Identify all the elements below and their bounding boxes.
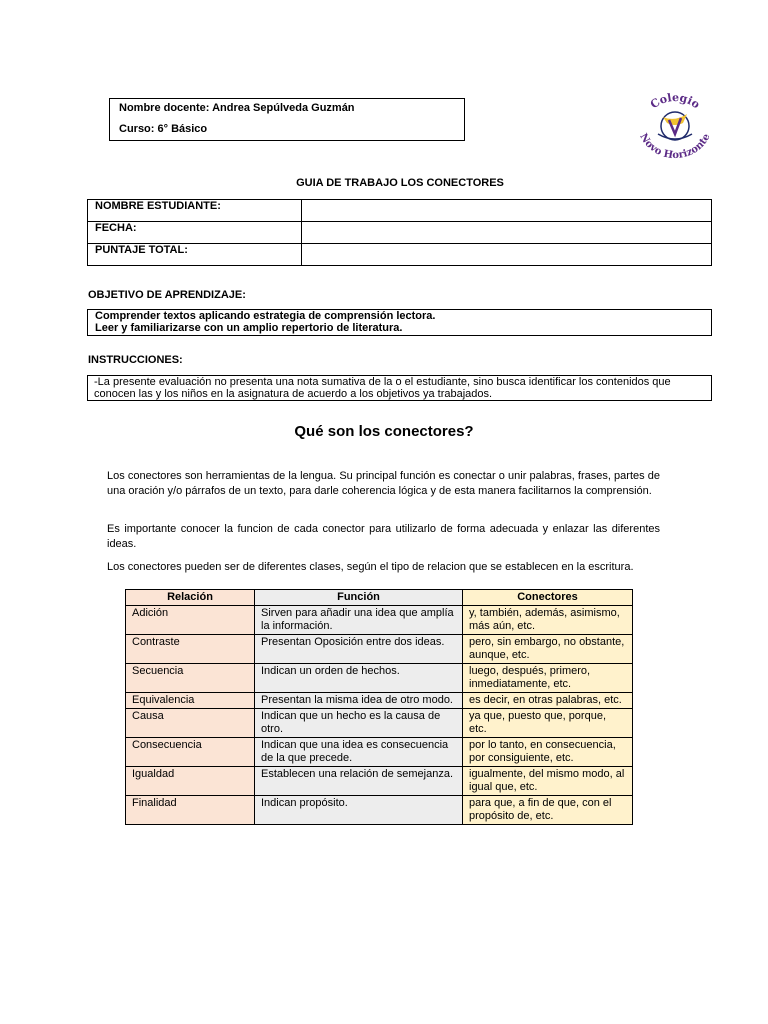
instructions-box bbox=[87, 375, 712, 401]
function-cell: Presentan la misma idea de otro modo. bbox=[255, 693, 463, 709]
table-row bbox=[126, 796, 633, 825]
objective-line: Leer y familiarizarse con un amplio repertorio de literatura. bbox=[95, 322, 403, 334]
teacher-name: Nombre docente: Andrea Sepúlveda Guzmán bbox=[119, 102, 355, 114]
table-row bbox=[126, 693, 633, 709]
connectors-cell: es decir, en otras palabras, etc. bbox=[463, 693, 633, 709]
relation-cell: Consecuencia bbox=[126, 738, 255, 767]
table-row bbox=[126, 738, 633, 767]
function-cell: Indican propósito. bbox=[255, 796, 463, 825]
logo-text-bottom: Novo Horizonte bbox=[637, 131, 713, 160]
course-label: Curso: 6° Básico bbox=[119, 123, 208, 135]
student-info-table bbox=[87, 199, 712, 266]
connectors-cell: para que, a fin de que, con el propósito de, etc. bbox=[463, 796, 633, 825]
school-logo bbox=[632, 90, 718, 160]
header-relation: Relación bbox=[126, 590, 255, 606]
main-title: Qué son los conectores? bbox=[294, 423, 474, 440]
table-row bbox=[88, 200, 712, 222]
connectors-cell: por lo tanto, en consecuencia, por consiguiente, etc. bbox=[463, 738, 633, 767]
function-cell: Establecen una relación de semejanza. bbox=[255, 767, 463, 796]
header-function: Función bbox=[255, 590, 463, 606]
table-row bbox=[88, 244, 712, 266]
function-cell: Indican un orden de hechos. bbox=[255, 664, 463, 693]
connectors-cell: y, también, además, asimismo, más aún, etc. bbox=[463, 606, 633, 635]
relation-cell: Equivalencia bbox=[126, 693, 255, 709]
relation-cell: Causa bbox=[126, 709, 255, 738]
connectors-table bbox=[125, 589, 633, 825]
paragraph: Los conectores son herramientas de la lengua. Su principal función es conectar o unir palabras, frases, partes de una oración y/o párrafos de un texto, para darle coherencia lógica y de esta manera facilitarnos la comprensión. bbox=[107, 470, 660, 497]
objective-heading: OBJETIVO DE APRENDIZAJE: bbox=[88, 289, 246, 301]
logo-text-top: Colegio bbox=[647, 90, 703, 112]
table-row bbox=[88, 222, 712, 244]
function-cell: Indican que un hecho es la causa de otro. bbox=[255, 709, 463, 738]
table-row bbox=[126, 767, 633, 796]
date-label: FECHA: bbox=[88, 222, 302, 244]
objective-box bbox=[87, 309, 712, 336]
table-row bbox=[126, 606, 633, 635]
student-name-label: NOMBRE ESTUDIANTE: bbox=[88, 200, 302, 222]
teacher-info-box bbox=[109, 98, 465, 141]
guide-title: GUIA DE TRABAJO LOS CONECTORES bbox=[296, 177, 504, 189]
table-row bbox=[126, 709, 633, 738]
relation-cell: Adición bbox=[126, 606, 255, 635]
instructions-heading: INSTRUCCIONES: bbox=[88, 354, 183, 366]
total-score-label: PUNTAJE TOTAL: bbox=[88, 244, 302, 266]
function-cell: Presentan Oposición entre dos ideas. bbox=[255, 635, 463, 664]
relation-cell: Secuencia bbox=[126, 664, 255, 693]
table-header-row bbox=[126, 590, 633, 606]
relation-cell: Finalidad bbox=[126, 796, 255, 825]
paragraph: Los conectores pueden ser de diferentes clases, según el tipo de relacion que se establecen en la escritura. bbox=[107, 561, 634, 573]
total-score-field[interactable] bbox=[302, 244, 712, 266]
student-name-field[interactable] bbox=[302, 200, 712, 222]
instructions-text: -La presente evaluación no presenta una nota sumativa de la o el estudiante, sino busca identificar los contenidos que conocen las y los niños en la asignatura de acuerdo a los objetivos ya trabajados. bbox=[94, 376, 671, 400]
table-row bbox=[126, 664, 633, 693]
date-field[interactable] bbox=[302, 222, 712, 244]
header-connectors: Conectores bbox=[463, 590, 633, 606]
relation-cell: Contraste bbox=[126, 635, 255, 664]
connectors-cell: ya que, puesto que, porque, etc. bbox=[463, 709, 633, 738]
connectors-cell: luego, después, primero, inmediatamente, etc. bbox=[463, 664, 633, 693]
function-cell: Sirven para añadir una idea que amplía la información. bbox=[255, 606, 463, 635]
objective-line: Comprender textos aplicando estrategia de comprensión lectora. bbox=[95, 310, 436, 322]
svg-text:Colegio bbox=[648, 91, 702, 111]
function-cell: Indican que una idea es consecuencia de la que precede. bbox=[255, 738, 463, 767]
paragraph: Es importante conocer la funcion de cada conector para utilizarlo de forma adecuada y enlazar las diferentes ideas. bbox=[107, 523, 660, 550]
table-row bbox=[126, 635, 633, 664]
relation-cell: Igualdad bbox=[126, 767, 255, 796]
connectors-cell: igualmente, del mismo modo, al igual que, etc. bbox=[463, 767, 633, 796]
connectors-cell: pero, sin embargo, no obstante, aunque, etc. bbox=[463, 635, 633, 664]
